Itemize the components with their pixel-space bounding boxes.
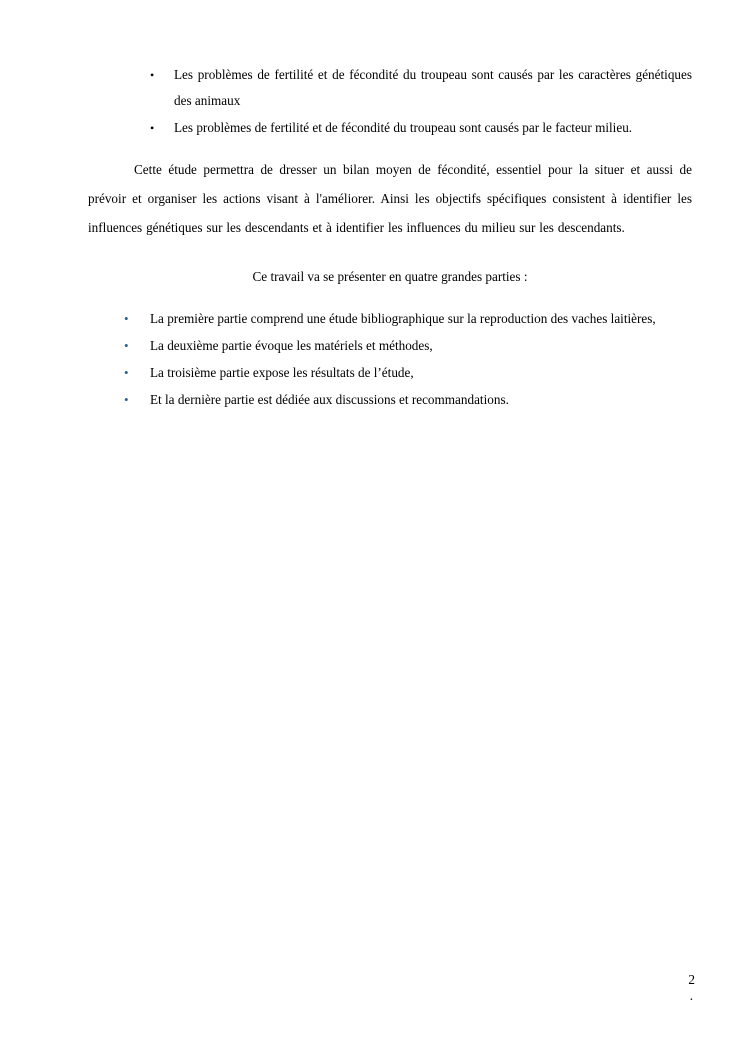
list-item [150,62,692,114]
list-item [124,333,692,359]
page-number: 2 [688,972,695,987]
structure-intro-line: Ce travail va se présenter en quatre grandes parties : [252,269,528,284]
list-item-text: Et la dernière partie est dédiée aux discussions et recommandations. [150,392,509,407]
hypotheses-list [88,62,692,141]
bullet-icon: • [124,365,129,380]
parts-list [88,306,692,413]
bullet-icon: • [150,121,155,135]
bullet-icon: • [124,311,129,326]
list-item [124,360,692,386]
bullet-icon: • [124,392,129,407]
list-item-text: Les problèmes de fertilité et de fécondité du troupeau sont causés par les caractères génétiques des animaux [174,67,692,108]
bullet-icon: • [150,68,155,82]
list-item [124,387,692,413]
list-item-text: La deuxième partie évoque les matériels et méthodes, [150,338,433,353]
bullet-icon: • [124,338,129,353]
page-content [88,62,692,413]
objectives-paragraph: Cette étude permettra de dresser un bilan moyen de fécondité, essentiel pour la situer et aussi de prévoir et organiser les actions visant à l'améliorer. Ainsi les objectifs spécifiques consistent à identifier les influences génétiques sur les descendants et à identifier les influences du milieu sur les descendants. [88,162,692,235]
list-item-text: La troisième partie expose les résultats de l’étude, [150,365,414,380]
list-item [124,306,692,332]
list-item-text: La première partie comprend une étude bibliographique sur la reproduction des vaches laitières, [150,311,656,326]
page-number-dot: . [689,988,693,1003]
spacer [88,290,692,306]
list-item-text: Les problèmes de fertilité et de fécondité du troupeau sont causés par le facteur milieu. [174,120,633,135]
list-item [150,115,692,141]
